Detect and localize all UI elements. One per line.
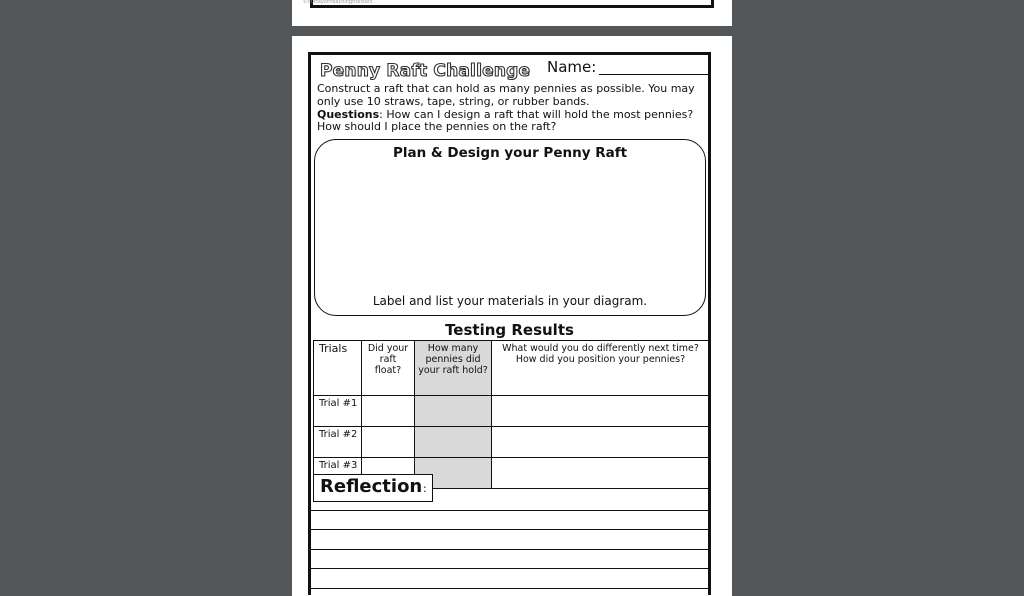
design-caption: Label and list your materials in your diagram. (372, 294, 648, 308)
testing-results-table (313, 340, 710, 489)
reflection-line (311, 550, 708, 570)
worksheet-page (292, 36, 732, 596)
reflection-lines (311, 491, 708, 595)
header-pennies: How many pennies did your raft hold? (415, 341, 492, 396)
instructions-text: Construct a raft that can hold as many pennies as possible. You may only use 10 straws, tape, string, or rubber bands. (317, 82, 695, 108)
worksheet-title: Penny Raft Challenge (320, 61, 531, 81)
name-line (599, 74, 709, 75)
table-header-row (314, 341, 710, 396)
table-row (314, 427, 710, 458)
instructions-block (317, 83, 707, 134)
trial-1-label: Trial #1 (314, 396, 362, 427)
header-differently: What would you do differently next time? How did you position your pennies? (492, 341, 710, 396)
reflection-line (311, 569, 708, 589)
reflection-line (311, 530, 708, 550)
questions-text: : How can I design a raft that will hold the most pennies? How should I place the pennies on the raft? (317, 107, 694, 134)
design-box (314, 139, 706, 316)
trial-2-label: Trial #2 (314, 427, 362, 458)
header-float: Did your raft float? (362, 341, 415, 396)
design-title: Plan & Design your Penny Raft (392, 145, 628, 161)
trial-1-float-cell (362, 396, 415, 427)
reflection-colon: : (423, 482, 427, 495)
trial-3-notes-cell (492, 458, 710, 489)
name-label: Name: (547, 58, 597, 76)
worksheet-border (308, 52, 711, 595)
previous-page (292, 0, 732, 26)
trial-2-notes-cell (492, 427, 710, 458)
reflection-label: Reflection (320, 476, 423, 497)
table-row (314, 396, 710, 427)
header-trials: Trials (314, 341, 362, 396)
copyright-credit: ©cuttaylorteachingthestars (303, 0, 373, 5)
reflection-line (311, 511, 708, 531)
trial-1-pennies-cell (415, 396, 492, 427)
trial-3-label: Trial #3 (314, 458, 362, 489)
trial-2-pennies-cell (415, 427, 492, 458)
trial-2-float-cell (362, 427, 415, 458)
questions-label: Questions (317, 107, 380, 121)
testing-results-title: Testing Results (445, 321, 574, 339)
reflection-label-box (313, 474, 433, 502)
trial-1-notes-cell (492, 396, 710, 427)
